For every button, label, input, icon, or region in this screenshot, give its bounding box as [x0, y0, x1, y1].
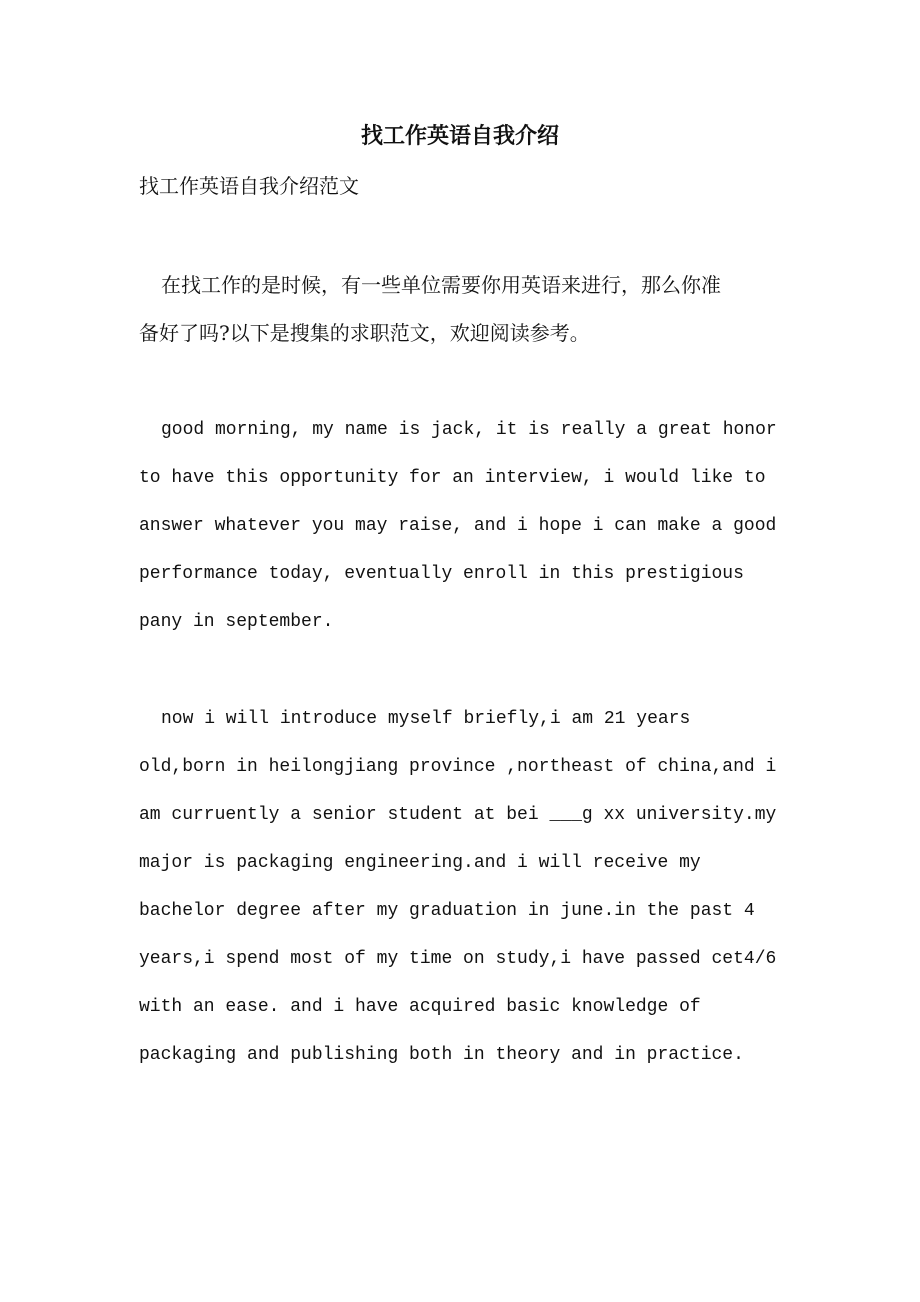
intro-line: 在找工作的是时候，有一些单位需要你用英语来进行，那么你准	[161, 273, 721, 297]
document-subtitle: 找工作英语自我介绍范文	[139, 174, 359, 198]
paragraph-line: now i will introduce myself briefly,i am 21 years	[161, 709, 691, 729]
intro-line: 备好了吗?以下是搜集的求职范文，欢迎阅读参考。	[139, 321, 590, 345]
paragraph-line: answer whatever you may raise, and i hope i can make a good	[139, 516, 777, 536]
intro-paragraph	[139, 261, 779, 357]
paragraph-line: years,i spend most of my time on study,i have passed cet4/6	[139, 949, 777, 969]
paragraph-line: performance today, eventually enroll in this prestigious	[139, 564, 744, 584]
paragraph-line: good morning, my name is jack, it is really a great honor	[161, 420, 777, 440]
paragraph-line: am curruently a senior student at bei ___g xx university.my	[139, 805, 777, 825]
document-title: 找工作英语自我介绍	[360, 123, 559, 149]
paragraph-line: to have this opportunity for an interview, i would like to	[139, 468, 766, 488]
english-paragraph-greeting	[139, 406, 789, 646]
english-paragraph-introduction	[139, 695, 789, 1079]
paragraph-line: old,born in heilongjiang province ,northeast of china,and i	[139, 757, 777, 777]
paragraph-line: pany in september.	[139, 612, 334, 632]
paragraph-line: major is packaging engineering.and i will receive my	[139, 853, 701, 873]
paragraph-line: bachelor degree after my graduation in june.in the past 4	[139, 901, 755, 921]
paragraph-line: with an ease. and i have acquired basic knowledge of	[139, 997, 701, 1017]
paragraph-line: packaging and publishing both in theory and in practice.	[139, 1045, 744, 1065]
